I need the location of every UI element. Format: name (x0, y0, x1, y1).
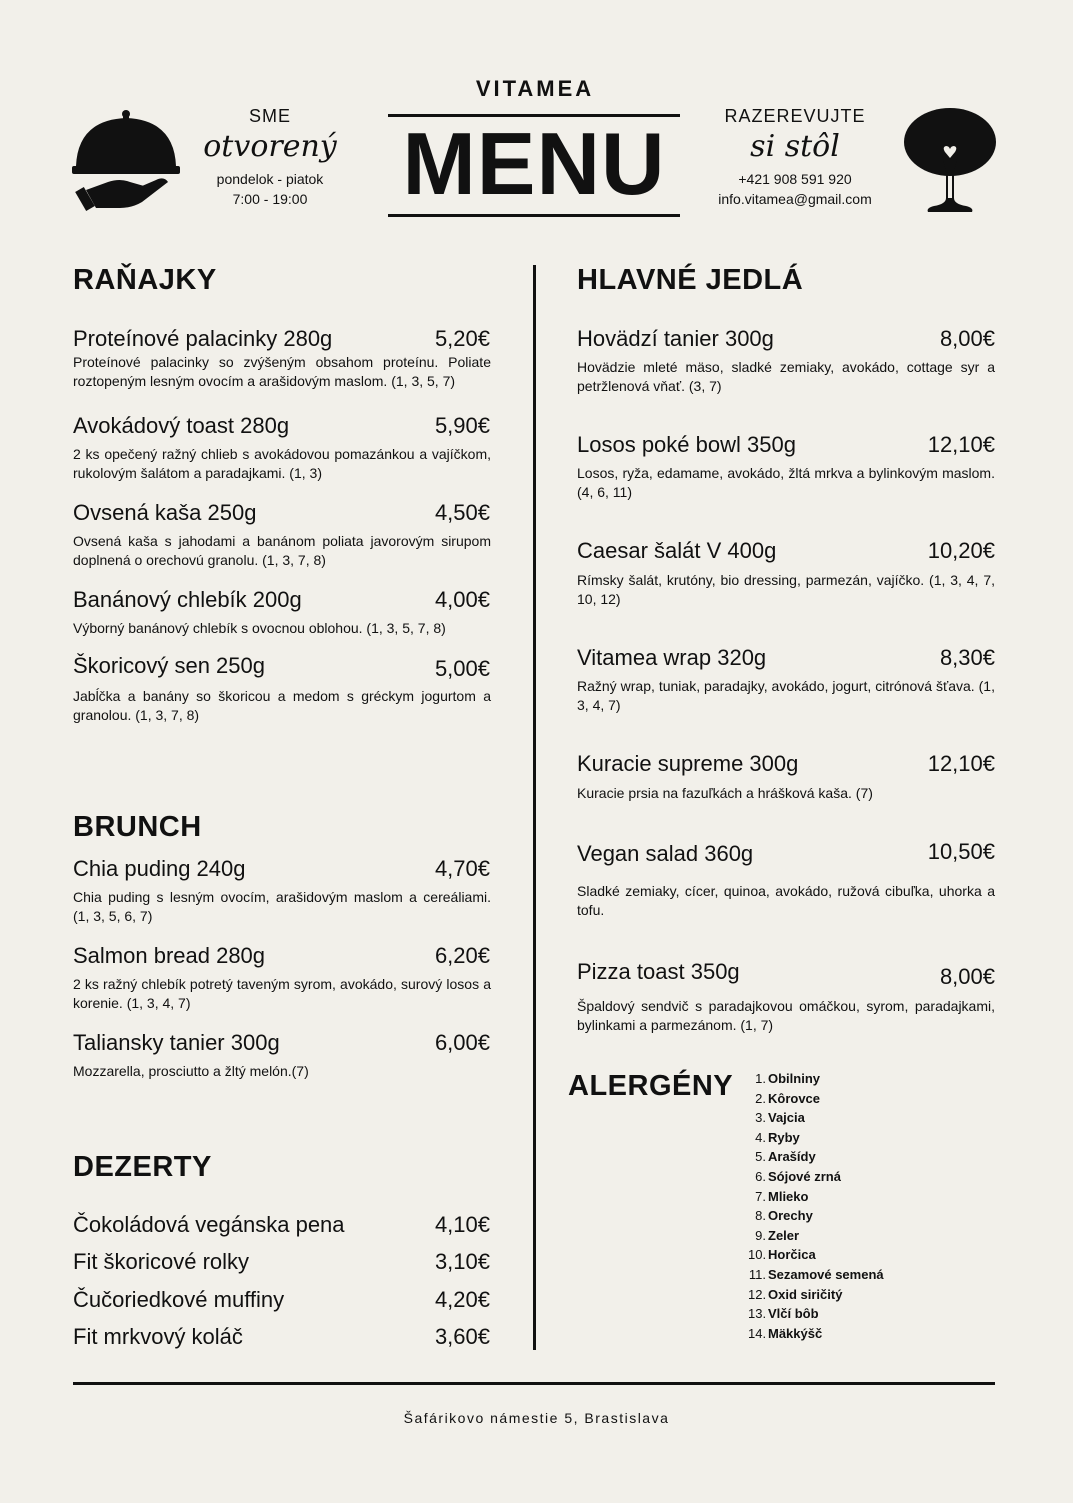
menu-item-price: 8,30€ (939, 645, 995, 670)
menu-item-desc: Špaldový sendvič s paradajkovou omáčkou, syrom, paradajkami, bylinkami a parmezánom. (1, 7) (577, 998, 995, 1033)
menu-item-price: 5,90€ (434, 413, 490, 438)
allergen-item: 9. Zeler (755, 1227, 800, 1243)
table-icon (902, 106, 998, 216)
open-hours-block (190, 106, 350, 209)
reserve-script: si stôl (750, 129, 840, 164)
menu-item-desc: Sladké zemiaky, cícer, quinoa, avokádo, ružová cibuľka, uhorka a tofu. (577, 883, 995, 918)
menu-item-price: 12,10€ (927, 432, 995, 457)
section-title-ranajky: RAŇAJKY (73, 264, 217, 296)
menu-item-desc: 2 ks opečený ražný chlieb s avokádovou pomazánkou a vajíčkom, rukolovým šalátom a paradajkami. (1, 3) (73, 446, 491, 481)
reserve-label: RAZEREVUJTE (724, 106, 866, 126)
menu-item-name: Hovädzí tanier 300g (577, 326, 774, 351)
menu-item-desc: Rímsky šalát, krutóny, bio dressing, parmezán, vajíčko. (1, 3, 4, 7, 10, 12) (577, 572, 995, 607)
footer-rule (73, 1382, 995, 1385)
section-title-alergeny: ALERGÉNY (568, 1070, 734, 1102)
allergen-item: 12. Oxid siričitý (748, 1286, 843, 1302)
dessert-price: 4,20€ (434, 1287, 490, 1312)
menu-item-name: Pizza toast 350g (577, 959, 740, 984)
menu-item-price: 6,00€ (434, 1030, 490, 1055)
allergen-item: 14. Mäkkýšč (748, 1325, 823, 1341)
open-script: otvorený (203, 129, 337, 164)
menu-item-name: Vitamea wrap 320g (577, 645, 767, 670)
reservation-block (715, 106, 875, 209)
menu-item-desc: Kuracie prsia na fazuľkách a hrášková kaša. (7) (577, 785, 873, 801)
allergen-item: 2. Kôrovce (755, 1090, 821, 1106)
menu-item-price: 8,00€ (939, 326, 995, 351)
header-rule-bottom (388, 214, 680, 217)
menu-item-name: Kuracie supreme 300g (577, 751, 799, 776)
allergen-list (748, 1069, 884, 1343)
menu-item-desc: Losos, ryža, edamame, avokádo, žltá mrkva a bylinkovým maslom. (4, 6, 11) (577, 465, 995, 500)
menu-item-desc: Proteínové palacinky so zvýšeným obsahom proteínu. Poliate roztopeným lesným ovocím a arašidovým maslom. (1, 3, 5, 7) (73, 354, 491, 389)
email-address[interactable]: info.vitamea@gmail.com (718, 191, 872, 207)
menu-item-price: 4,50€ (434, 500, 490, 525)
cloche-hand-icon (72, 106, 180, 216)
menu-item-price: 6,20€ (434, 943, 490, 968)
dessert-name: Fit škoricové rolky (73, 1249, 250, 1274)
allergen-item: 11. Sezamové semená (748, 1266, 884, 1282)
dessert-name: Čokoládová vegánska pena (73, 1212, 345, 1237)
brand-name: VITAMEA (475, 76, 595, 101)
menu-item-desc: Mozzarella, prosciutto a žltý melón.(7) (73, 1063, 309, 1079)
section-title-dezerty: DEZERTY (73, 1151, 212, 1183)
menu-item-desc: Hovädzie mleté mäso, sladké zemiaky, avokádo, cottage syr a petržlenová vňať. (3, 7) (577, 359, 995, 394)
menu-item-price: 8,00€ (939, 964, 995, 989)
dessert-price: 3,10€ (434, 1249, 490, 1274)
menu-item-name: Vegan salad 360g (577, 841, 754, 866)
allergen-item: 8. Orechy (755, 1208, 813, 1224)
menu-item-desc: Výborný banánový chlebík s ovocnou oblohou. (1, 3, 5, 7, 8) (73, 620, 446, 636)
allergen-item: 6. Sójové zrná (755, 1168, 841, 1184)
allergen-item: 10. Horčica (748, 1247, 816, 1263)
open-hours: 7:00 - 19:00 (232, 191, 308, 207)
menu-item-desc: Ražný wrap, tuniak, paradajky, avokádo, jogurt, citrónová šťava. (1, 3, 4, 7) (577, 678, 995, 713)
open-label: SME (248, 106, 291, 126)
allergen-item: 7. Mlieko (755, 1188, 809, 1204)
menu-item-name: Losos poké bowl 350g (577, 432, 796, 457)
dessert-price: 3,60€ (434, 1324, 490, 1349)
allergen-item: 3. Vajcia (755, 1110, 805, 1126)
page-title: MENU (402, 114, 666, 213)
phone-number[interactable]: +421 908 591 920 (738, 171, 852, 187)
menu-item-name: Caesar šalát V 400g (577, 538, 777, 563)
footer-address: Šafárikovo námestie 5, Brastislava (403, 1410, 670, 1426)
menu-item-name: Salmon bread 280g (73, 943, 266, 968)
dessert-name: Fit mrkvový koláč (73, 1324, 243, 1349)
menu-item-price: 4,00€ (434, 587, 490, 612)
dessert-name: Čučoriedkové muffiny (73, 1287, 285, 1312)
menu-item-desc: Jabĺčka a banány so škoricou a medom s gréckym jogurtom a granolou. (1, 3, 7, 8) (73, 688, 491, 723)
menu-item-name: Banánový chlebík 200g (73, 587, 302, 612)
allergen-item: 1. Obilniny (755, 1071, 820, 1086)
allergen-item: 5. Arašídy (755, 1149, 816, 1165)
dessert-price: 4,10€ (434, 1212, 490, 1237)
allergen-item: 13. Vlčí bôb (748, 1306, 819, 1322)
menu-item-name: Škoricový sen 250g (73, 653, 265, 678)
section-title-hlavne: HLAVNÉ JEDLÁ (577, 264, 804, 296)
menu-item-price: 10,20€ (927, 538, 995, 563)
menu-item-name: Taliansky tanier 300g (73, 1030, 280, 1055)
menu-item-price: 5,20€ (434, 326, 490, 351)
menu-item-name: Avokádový toast 280g (73, 413, 290, 438)
menu-item-name: Proteínové palacinky 280g (73, 326, 333, 351)
menu-item-desc: 2 ks ražný chlebík potretý taveným syrom, avokádo, surový losos a korenie. (1, 3, 4, 7) (73, 976, 491, 1011)
open-days: pondelok - piatok (216, 171, 324, 187)
menu-item-price: 5,00€ (434, 656, 490, 681)
menu-item-name: Ovsená kaša 250g (73, 500, 257, 525)
menu-item-price: 10,50€ (927, 839, 995, 864)
allergen-item: 4. Ryby (755, 1129, 800, 1145)
menu-item-name: Chia puding 240g (73, 856, 246, 881)
menu-item-desc: Ovsená kaša s jahodami a banánom poliata javorovým sirupom doplnená o orechovú granolu. (1, 3, 7, 8) (73, 533, 491, 568)
menu-item-price: 4,70€ (434, 856, 490, 881)
section-title-brunch: BRUNCH (73, 811, 202, 843)
menu-item-desc: Chia puding s lesným ovocím, arašidovým maslom a cereáliami. (1, 3, 5, 6, 7) (73, 889, 491, 924)
menu-item-price: 12,10€ (927, 751, 995, 776)
column-divider (533, 265, 536, 1350)
